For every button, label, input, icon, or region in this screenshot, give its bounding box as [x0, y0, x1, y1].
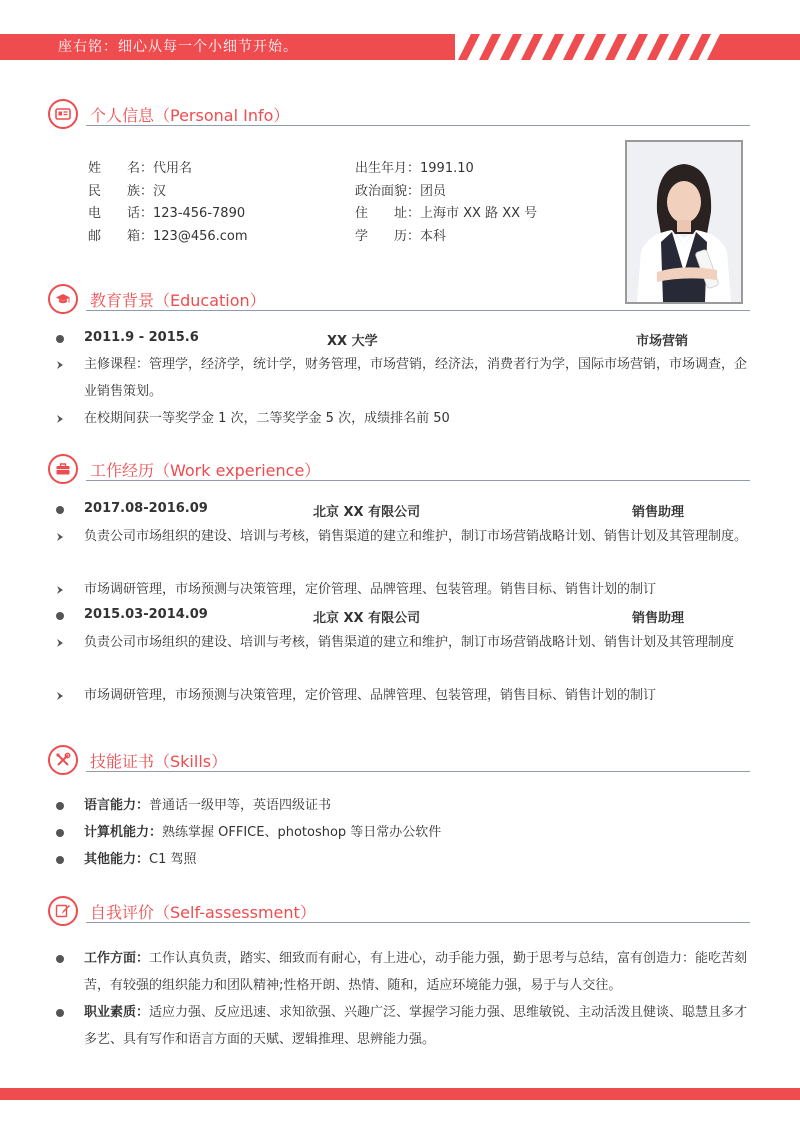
- field-email: 邮 箱：123@456.com: [88, 229, 248, 244]
- work-company: 北京 XX 有限公司: [313, 611, 421, 626]
- id-card-icon: [48, 99, 78, 129]
- bottom-bar: [0, 1088, 800, 1100]
- section-divider: [86, 125, 750, 126]
- briefcase-icon: [48, 454, 78, 484]
- bullet-dot: [56, 612, 64, 620]
- motto: 座右铭：细心从每一个小细节开始。: [58, 39, 298, 55]
- skill-language: 语言能力：普通话一级甲等，英语四级证书: [84, 798, 332, 813]
- section-divider: [86, 771, 750, 772]
- edu-period: 2011.9 - 2015.6: [84, 330, 199, 345]
- section-title-work: 工作经历（Work experience）: [90, 461, 321, 480]
- self-work: 工作方面：工作认真负责，踏实、细致而有耐心，有上进心，动手能力强，勤于思考与总结，富有创造力：能吃苦刻苦，有较强的组织能力和团队精神;性格开朗、热情、随和，适应环境能力强，易于与人交往。: [84, 951, 748, 993]
- bullet-dot: [56, 955, 64, 963]
- pen-icon: [48, 896, 78, 926]
- self-quality: 职业素质：适应力强、反应迅速、求知欲强、兴趣广泛、掌握学习能力强、思维敏锐、主动活泼且健谈、聪慧且多才多艺、具有写作和语言方面的天赋、逻辑推理、思辨能力强。: [84, 1005, 748, 1047]
- work-duty: 市场调研管理，市场预测与决策管理，定价管理、品牌管理、包装管理，销售目标、销售计划的制订: [84, 688, 657, 703]
- section-divider: [86, 480, 750, 481]
- arrow-bullet-icon: [55, 638, 65, 648]
- work-role: 销售助理: [632, 505, 685, 520]
- section-title-education: 教育背景（Education）: [90, 291, 266, 310]
- graduation-cap-icon: [48, 284, 78, 314]
- arrow-bullet-icon: [55, 360, 65, 370]
- section-work: [48, 454, 750, 484]
- field-phone: 电 话：123-456-7890: [88, 206, 246, 221]
- profile-photo: [625, 140, 743, 304]
- edu-major: 市场营销: [636, 334, 689, 349]
- arrow-bullet-icon: [55, 691, 65, 701]
- bullet-dot: [56, 506, 64, 514]
- field-political: 政治面貌：团员: [355, 184, 447, 199]
- field-degree: 学 历：本科: [355, 229, 447, 244]
- section-education: [48, 284, 750, 314]
- field-ethnic: 民 族：汉: [88, 184, 167, 199]
- top-banner: [0, 34, 800, 60]
- work-duty: 负责公司市场组织的建设、培训与考核，销售渠道的建立和维护，制订市场营销战略计划、销售计划及其管理制度: [84, 635, 735, 650]
- arrow-bullet-icon: [55, 585, 65, 595]
- arrow-bullet-icon: [55, 532, 65, 542]
- section-divider: [86, 310, 750, 311]
- arrow-bullet-icon: [55, 414, 65, 424]
- edu-school: XX 大学: [327, 334, 378, 349]
- work-duty: 市场调研管理，市场预测与决策管理，定价管理、品牌管理、包装管理。销售目标、销售计划的制订: [84, 582, 657, 597]
- section-skills: [48, 745, 750, 775]
- section-personal: [48, 99, 750, 129]
- tools-icon: [48, 745, 78, 775]
- section-title-personal: 个人信息（Personal Info）: [90, 106, 290, 125]
- work-duty: 负责公司市场组织的建设、培训与考核，销售渠道的建立和维护，制订市场营销战略计划、销售计划及其管理制度。: [84, 529, 748, 544]
- section-title-self: 自我评价（Self-assessment）: [90, 903, 316, 922]
- work-period: 2017.08-2016.09: [84, 501, 208, 516]
- work-period: 2015.03-2014.09: [84, 607, 208, 622]
- field-address: 住 址：上海市 XX 路 XX 号: [355, 206, 538, 221]
- bullet-dot: [56, 335, 64, 343]
- section-self: [48, 896, 750, 926]
- work-role: 销售助理: [632, 611, 685, 626]
- work-company: 北京 XX 有限公司: [313, 505, 421, 520]
- bullet-dot: [56, 829, 64, 837]
- edu-awards: 在校期间获一等奖学金 1 次，二等奖学金 5 次，成绩排名前 50: [84, 411, 450, 426]
- section-divider: [86, 922, 750, 923]
- field-name: 姓 名：代用名: [88, 161, 193, 176]
- skill-computer: 计算机能力：熟练掌握 OFFICE、photoshop 等日常办公软件: [84, 825, 442, 840]
- field-birth: 出生年月：1991.10: [355, 161, 474, 176]
- bullet-dot: [56, 802, 64, 810]
- section-title-skills: 技能证书（Skills）: [90, 752, 228, 771]
- edu-courses: 主修课程：管理学，经济学，统计学，财务管理，市场营销，经济法，消费者行为学，国际市场营销，市场调查，企业销售策划。: [84, 357, 748, 399]
- bullet-dot: [56, 1009, 64, 1017]
- bullet-dot: [56, 856, 64, 864]
- skill-other: 其他能力：C1 驾照: [84, 852, 197, 867]
